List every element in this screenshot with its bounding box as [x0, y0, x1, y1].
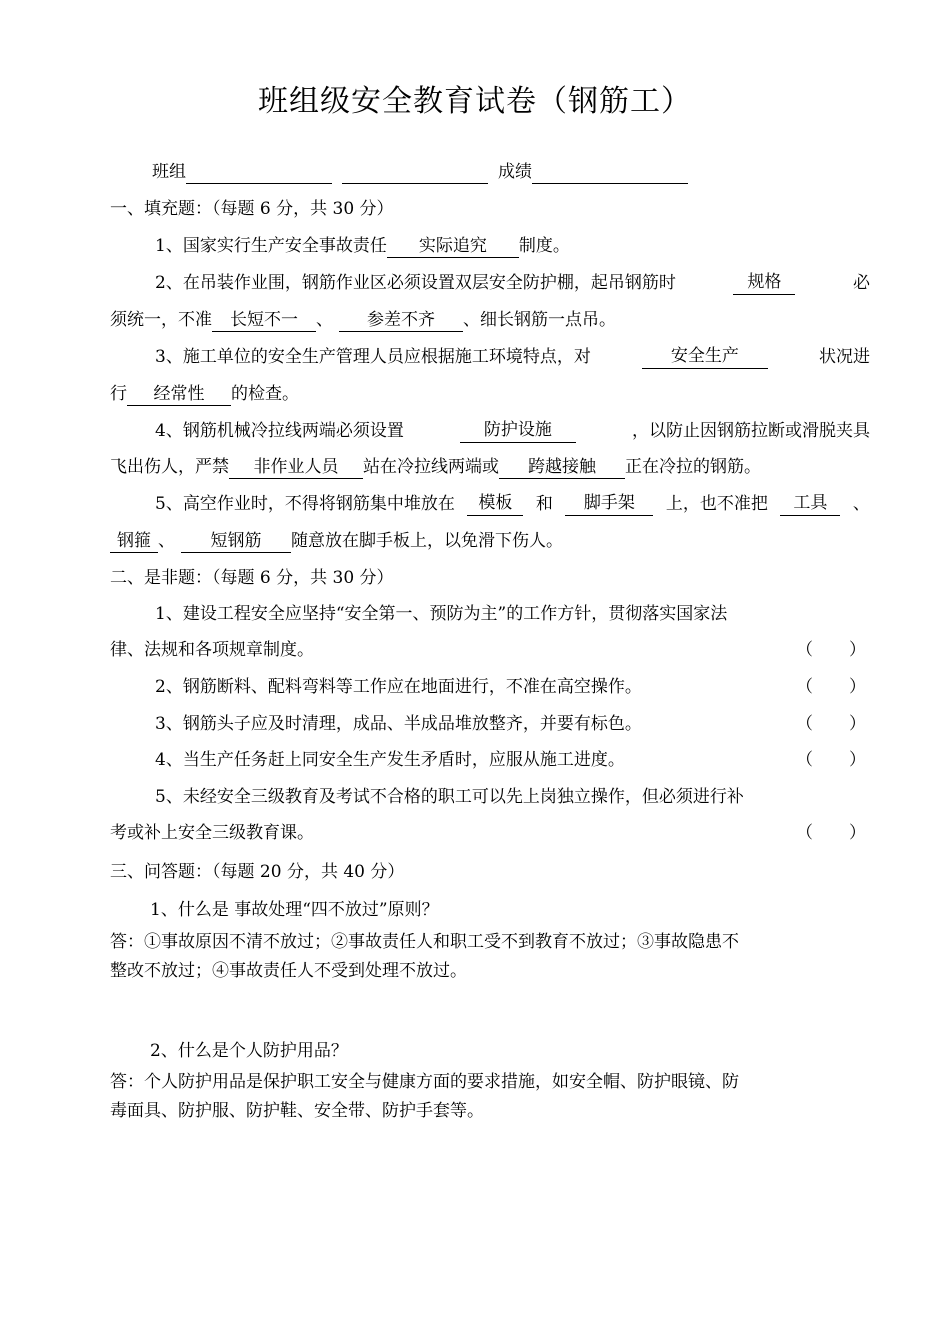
- fill-q1: [155, 234, 870, 258]
- answer-blank: 经常性: [127, 383, 231, 406]
- paren: ）: [849, 640, 866, 660]
- paren: ）: [849, 714, 866, 734]
- answer-blank: 非作业人员: [229, 456, 363, 479]
- q-text: 、: [852, 494, 870, 514]
- answer-blank: 防护设施: [460, 419, 576, 443]
- fill-q2-line1: [155, 271, 870, 295]
- paren: ）: [849, 677, 866, 697]
- paren: （: [796, 714, 813, 734]
- q-text: 飞出伤人，严禁: [110, 457, 229, 477]
- qa-q1: 1、什么是 事故处理“四不放过”原则？: [150, 900, 439, 920]
- fill-q2-line2: [110, 308, 870, 332]
- tf-q5-line2: 考或补上安全三级教育课。: [110, 823, 314, 843]
- paren: ）: [849, 823, 866, 843]
- fill-q5-line2: [110, 529, 870, 553]
- answer-blank: 钢箍: [110, 530, 158, 553]
- tf-answer-box[interactable]: [796, 712, 866, 736]
- answer-blank: 长短不一: [212, 309, 316, 332]
- paren: （: [796, 640, 813, 660]
- q-text: 必: [852, 273, 870, 293]
- q-text: 须统一，不准: [110, 310, 212, 330]
- q-text: 上，也不准把: [665, 494, 768, 514]
- q-text: 、: [158, 531, 175, 551]
- q-text: 站在冷拉线两端或: [363, 457, 499, 477]
- qa-a1-line1: 答：①事故原因不清不放过；②事故责任人和职工受不到教育不放过；③事故隐患不: [110, 932, 739, 952]
- class-label: 班组: [152, 162, 186, 182]
- q-text: 、: [316, 310, 333, 330]
- q-text: 的检查。: [231, 384, 299, 404]
- q-text: 随意放在脚手板上，以免滑下伤人。: [291, 531, 563, 551]
- answer-blank: 短钢筋: [181, 530, 291, 553]
- paren: （: [796, 677, 813, 697]
- paren: （: [796, 823, 813, 843]
- score-field[interactable]: [532, 163, 688, 184]
- qa-a2-line1: 答：个人防护用品是保护职工安全与健康方面的要求措施，如安全帽、防护眼镜、防: [110, 1072, 739, 1092]
- answer-blank: 跨越接触: [499, 456, 625, 479]
- q-text: 2、在吊装作业围，钢筋作业区必须设置双层安全防护棚，起吊钢筋时: [155, 273, 676, 293]
- paren: （: [796, 750, 813, 770]
- answer-blank: 安全生产: [642, 345, 768, 369]
- tf-answer-box[interactable]: [796, 821, 866, 845]
- q-text: 和: [535, 494, 553, 514]
- section1-heading: 一、填充题：（每题 6 分，共 30 分）: [110, 199, 394, 219]
- section2-heading: 二、是非题：（每题 6 分，共 30 分）: [110, 568, 394, 588]
- answer-blank: 工具: [780, 492, 840, 516]
- q-text: ，以防止因钢筋拉断或滑脱夹具: [631, 421, 870, 441]
- answer-blank: 脚手架: [565, 492, 653, 516]
- q-text: 正在冷拉的钢筋。: [625, 457, 761, 477]
- q-text: 1、国家实行生产安全事故责任: [155, 236, 387, 256]
- answer-blank: 参差不齐: [339, 309, 463, 332]
- answer-blank: 实际追究: [387, 235, 519, 258]
- tf-answer-box[interactable]: [796, 638, 866, 662]
- fill-q3-line2: [110, 382, 870, 406]
- qa-a1-line2: 整改不放过；④事故责任人不受到处理不放过。: [110, 961, 467, 981]
- q-text: 4、钢筋机械冷拉线两端必须设置: [155, 421, 404, 441]
- tf-q1-line2: 律、法规和各项规章制度。: [110, 640, 314, 660]
- tf-q1-line1: 1、建设工程安全应坚持“安全第一、预防为主”的工作方针，贯彻落实国家法: [155, 604, 728, 624]
- tf-q5-line1: 5、未经安全三级教育及考试不合格的职工可以先上岗独立操作，但必须进行补: [155, 787, 744, 807]
- answer-blank: 模板: [467, 492, 523, 516]
- q-text: 5、高空作业时，不得将钢筋集中堆放在: [155, 494, 455, 514]
- fill-q4-line1: [155, 419, 870, 443]
- score-label: 成绩: [498, 162, 532, 182]
- section3-heading: 三、问答题：（每题 20 分，共 40 分）: [110, 862, 405, 882]
- class-field[interactable]: [186, 163, 332, 184]
- q-text: 3、施工单位的安全生产管理人员应根据施工环境特点，对: [155, 347, 591, 367]
- tf-answer-box[interactable]: [796, 748, 866, 772]
- tf-answer-box[interactable]: [796, 675, 866, 699]
- qa-a2-line2: 毒面具、防护服、防护鞋、安全带、防护手套等。: [110, 1101, 484, 1121]
- q-text: 状况进: [818, 347, 870, 367]
- q-text: 行: [110, 384, 127, 404]
- fill-q5-line1: [155, 492, 870, 516]
- fill-q3-line1: [155, 345, 870, 369]
- tf-q4: 4、当生产任务赶上同安全生产发生矛盾时，应服从施工进度。: [155, 750, 625, 770]
- q-text: 、细长钢筋一点吊。: [463, 310, 616, 330]
- tf-q2: 2、钢筋断料、配料弯料等工作应在地面进行，不准在高空操作。: [155, 677, 642, 697]
- info-row: [152, 160, 912, 184]
- page-title: 班组级安全教育试卷（钢筋工）: [258, 84, 692, 119]
- name-field[interactable]: [342, 163, 488, 184]
- answer-blank: 规格: [733, 271, 795, 295]
- tf-q3: 3、钢筋头子应及时清理，成品、半成品堆放整齐，并要有标色。: [155, 714, 642, 734]
- q-text: 制度。: [518, 236, 570, 256]
- fill-q4-line2: [110, 455, 870, 479]
- qa-q2: 2、什么是个人防护用品？: [150, 1041, 348, 1061]
- paren: ）: [849, 750, 866, 770]
